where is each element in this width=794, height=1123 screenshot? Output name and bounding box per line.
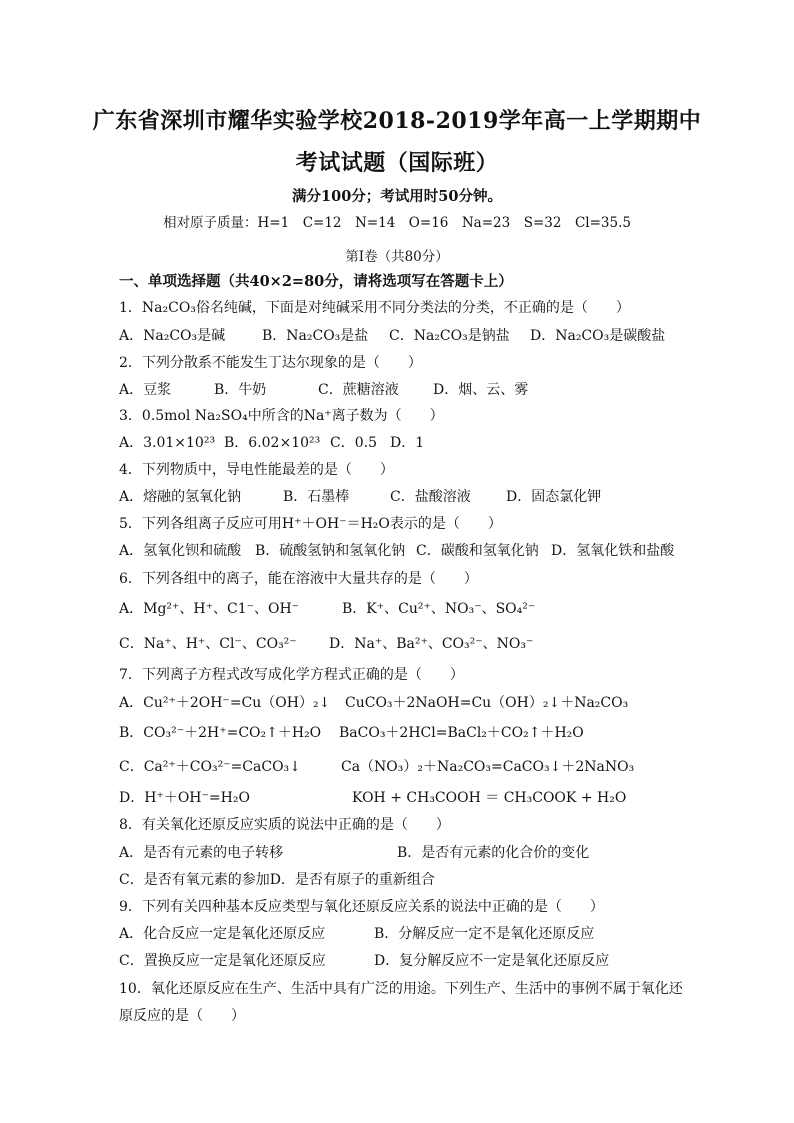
question-1-option-a: A．Na₂CO₃是碱: [119, 328, 226, 344]
question-8-option-a: A．是否有元素的电子转移: [119, 845, 284, 861]
question-5-option-d: D．氢氧化铁和盐酸: [551, 543, 675, 559]
question-2-stem: 2．下列分散系不能发生丁达尔现象的是（ ）: [119, 355, 422, 371]
question-7-option-b-ionic: B．CO₃²⁻＋2H⁺=CO₂↑＋H₂O: [119, 725, 322, 741]
question-5-stem: 5．下列各组离子反应可用H⁺＋OH⁻＝H₂O表示的是（ ）: [119, 516, 502, 532]
question-3-option-c: C．0.5: [330, 435, 377, 451]
section-heading: 一、单项选择题（共40×2=80分，请将选项写在答题卡上）: [119, 273, 513, 290]
question-10-stem: 10．氧化还原反应在生产、生活中具有广泛的用途。下列生产、生活中的事例不属于氧化还: [119, 981, 683, 997]
atomic-masses: 相对原子质量：H=1 C=12 N=14 O=16 Na=23 S=32 Cl=35.5: [163, 215, 631, 231]
question-8-stem: 8．有关氧化还原反应实质的说法中正确的是（ ）: [119, 817, 450, 833]
question-7-option-a-ionic: A．Cu²⁺＋2OH⁻=Cu（OH）₂↓: [119, 695, 331, 711]
question-5-option-a: A．氢氧化钡和硫酸: [119, 543, 242, 559]
question-7-option-b-chemical: BaCO₃＋2HCl=BaCl₂＋CO₂↑＋H₂O: [339, 725, 584, 741]
question-4-option-a: A．熔融的氢氧化钠: [119, 489, 242, 505]
question-2-option-b: B．牛奶: [214, 382, 267, 398]
question-9-option-c: C．置换反应一定是氧化还原反应: [119, 953, 326, 969]
question-3-stem: 3．0.5mol Na₂SO₄中所含的Na⁺离子数为（ ）: [119, 408, 444, 424]
question-6-option-d: D．Na⁺、Ba²⁺、CO₃²⁻、NO₃⁻: [329, 636, 534, 652]
question-5-option-c: C．碳酸和氢氧化钠: [416, 543, 539, 559]
question-7-option-c-chemical: Ca（NO₃）₂＋Na₂CO₃=CaCO₃↓＋2NaNO₃: [341, 759, 635, 775]
question-6-option-b: B．K⁺、Cu²⁺、NO₃⁻、SO₄²⁻: [342, 601, 536, 617]
exam-title-line1: 广东省深圳市耀华实验学校2018-2019学年高一上学期期中: [92, 108, 702, 134]
question-4-stem: 4．下列物质中，导电性能最差的是（ ）: [119, 462, 394, 478]
question-8-option-b: B．是否有元素的化合价的变化: [397, 845, 590, 861]
exam-title-line2: 考试试题（国际班）: [295, 150, 499, 176]
exam-info: 满分100分；考试用时50分钟。: [292, 188, 502, 205]
question-7-option-d-chemical: KOH + CH₃COOH ＝ CH₃COOK + H₂O: [352, 790, 627, 806]
question-1-option-d: D．Na₂CO₃是碳酸盐: [530, 328, 666, 344]
volume-heading: 第Ⅰ卷（共80分）: [345, 249, 449, 265]
question-6-stem: 6．下列各组中的离子，能在溶液中大量共存的是（ ）: [119, 571, 478, 587]
question-5-option-b: B．硫酸氢钠和氢氧化钠: [255, 543, 406, 559]
question-3-option-d: D．1: [390, 435, 425, 451]
question-3-option-a: A．3.01×10²³: [119, 435, 216, 451]
question-7-option-d-ionic: D．H⁺＋OH⁻=H₂O: [119, 790, 250, 806]
question-6-option-c: C．Na⁺、H⁺、Cl⁻、CO₃²⁻: [119, 636, 297, 652]
question-4-option-c: C．盐酸溶液: [390, 489, 471, 505]
question-7-stem: 7．下列离子方程式改写成化学方程式正确的是（ ）: [119, 667, 464, 683]
question-10-stem-continued: 原反应的是（ ）: [119, 1008, 245, 1024]
question-8-option-c-d: C．是否有氧元素的参加D．是否有原子的重新组合: [119, 872, 435, 888]
question-7-option-c-ionic: C．Ca²⁺＋CO₃²⁻=CaCO₃↓: [119, 759, 301, 775]
question-9-option-d: D．复分解反应不一定是氧化还原反应: [374, 953, 610, 969]
question-1-option-c: C．Na₂CO₃是钠盐: [389, 328, 510, 344]
question-1-stem: 1．Na₂CO₃俗名纯碱，下面是对纯碱采用不同分类法的分类，不正确的是（ ）: [119, 300, 630, 316]
question-4-option-d: D．固态氯化钾: [506, 489, 602, 505]
question-9-option-a: A．化合反应一定是氧化还原反应: [119, 926, 326, 942]
question-9-option-b: B．分解反应一定不是氧化还原反应: [374, 926, 595, 942]
question-9-stem: 9．下列有关四种基本反应类型与氧化还原反应关系的说法中正确的是（ ）: [119, 899, 604, 915]
question-6-option-a: A．Mg²⁺、H⁺、C1⁻、OH⁻: [119, 601, 300, 617]
question-4-option-b: B．石墨棒: [283, 489, 350, 505]
question-2-option-d: D．烟、云、雾: [433, 382, 529, 398]
question-2-option-c: C．蔗糖溶液: [318, 382, 399, 398]
question-1-option-b: B．Na₂CO₃是盐: [262, 328, 369, 344]
question-3-option-b: B．6.02×10²³: [224, 435, 321, 451]
question-2-option-a: A．豆浆: [119, 382, 172, 398]
question-7-option-a-chemical: CuCO₃＋2NaOH=Cu（OH）₂↓＋Na₂CO₃: [345, 695, 629, 711]
